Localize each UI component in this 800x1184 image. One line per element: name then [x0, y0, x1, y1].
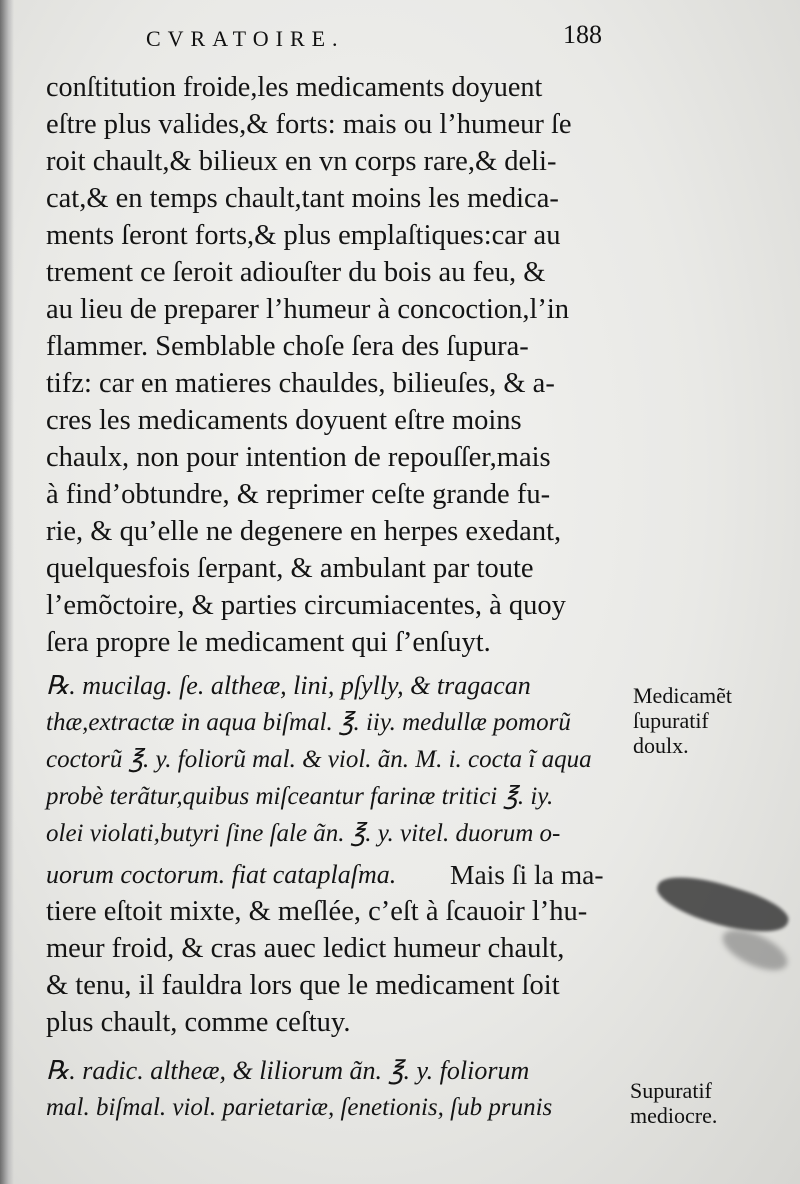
text-line: cat,& en temps chault,tant moins les medica-	[46, 183, 559, 214]
recipe-line: coctorũ ℥. y. foliorũ mal. & viol. ãn. M. i. cocta ĩ aqua	[46, 746, 592, 773]
recipe-line: uorum coctorum. fiat cataplaſma.	[46, 860, 397, 889]
text-line: Mais ſi la ma-	[450, 859, 604, 890]
running-head: CVRATOIRE.	[146, 26, 345, 51]
margin-note-line: mediocre.	[630, 1103, 718, 1128]
text-line: quelquesfois ſerpant, & ambulant par toute	[46, 553, 534, 584]
margin-note-line: doulx.	[633, 733, 689, 758]
margin-note-line: ſupuratif	[633, 708, 709, 733]
text-line: meur froid, & cras auec ledict humeur chault,	[46, 933, 565, 964]
text-line: flammer. Semblable choſe ſera des ſupura-	[46, 331, 529, 362]
text-line: plus chault, comme ceſtuy.	[46, 1007, 351, 1038]
text-line: rie, & qu’elle ne degenere en herpes exedant,	[46, 516, 562, 547]
recipe-line: olei violati,butyri ſine ſale ãn. ℥. y. vitel. duorum o-	[46, 820, 561, 847]
ink-smudge	[652, 866, 793, 944]
text-line: chaulx, non pour intention de repouſſer,mais	[46, 442, 551, 473]
margin-note	[633, 683, 732, 758]
text-line: l’emõctoire, & parties circumiacentes, à quoy	[46, 590, 566, 621]
text-line: ments ſeront forts,& plus emplaſtiques:car au	[46, 220, 561, 251]
margin-note-line: Supuratif	[630, 1078, 712, 1103]
text-line: tiere eſtoit mixte, & meſlée, c’eſt à ſcauoir l’hu-	[46, 896, 588, 927]
text-line: roit chault,& bilieux en vn corps rare,& deli-	[46, 146, 557, 177]
text-line: à find’obtundre, & reprimer ceſte grande fu-	[46, 479, 551, 510]
recipe-line: mal. biſmal. viol. parietariæ, ſenetionis, ſub prunis	[46, 1094, 553, 1121]
recipe-line: ℞. radic. altheæ, & liliorum ãn. ℥. y. foliorum	[46, 1056, 530, 1085]
margin-note	[630, 1078, 717, 1128]
page-header	[0, 18, 800, 58]
text-line: trement ce ſeroit adiouſter du bois au feu, &	[46, 257, 546, 288]
text-line: conſtitution froide,les medicaments doyuent	[46, 72, 543, 103]
binding-shadow	[0, 0, 14, 1184]
page-number: 188	[563, 20, 602, 49]
margin-note-line: Medicamẽt	[633, 683, 732, 708]
text-line: eſtre plus valides,& forts: mais ou l’humeur ſe	[46, 109, 572, 140]
text-line: cres les medicaments doyuent eſtre moins	[46, 405, 522, 436]
text-line: & tenu, il fauldra lors que le medicament ſoit	[46, 970, 560, 1001]
recipe-line: thæ,extractæ in aqua biſmal. ℥. iiy. medullæ pomorũ	[46, 709, 571, 736]
text-line: au lieu de preparer l’humeur à concoction,l’in	[46, 294, 570, 325]
recipe-line: probè terãtur,quibus miſceantur farinæ tritici ℥. iy.	[46, 783, 554, 810]
text-line: tifz: car en matieres chauldes, bilieuſes, & a-	[46, 368, 555, 399]
recipe-line: ℞. mucilag. ſe. altheæ, lini, pſylly, & tragacan	[46, 671, 531, 700]
text-line: ſera propre le medicament qui ſ’enſuyt.	[46, 627, 491, 658]
